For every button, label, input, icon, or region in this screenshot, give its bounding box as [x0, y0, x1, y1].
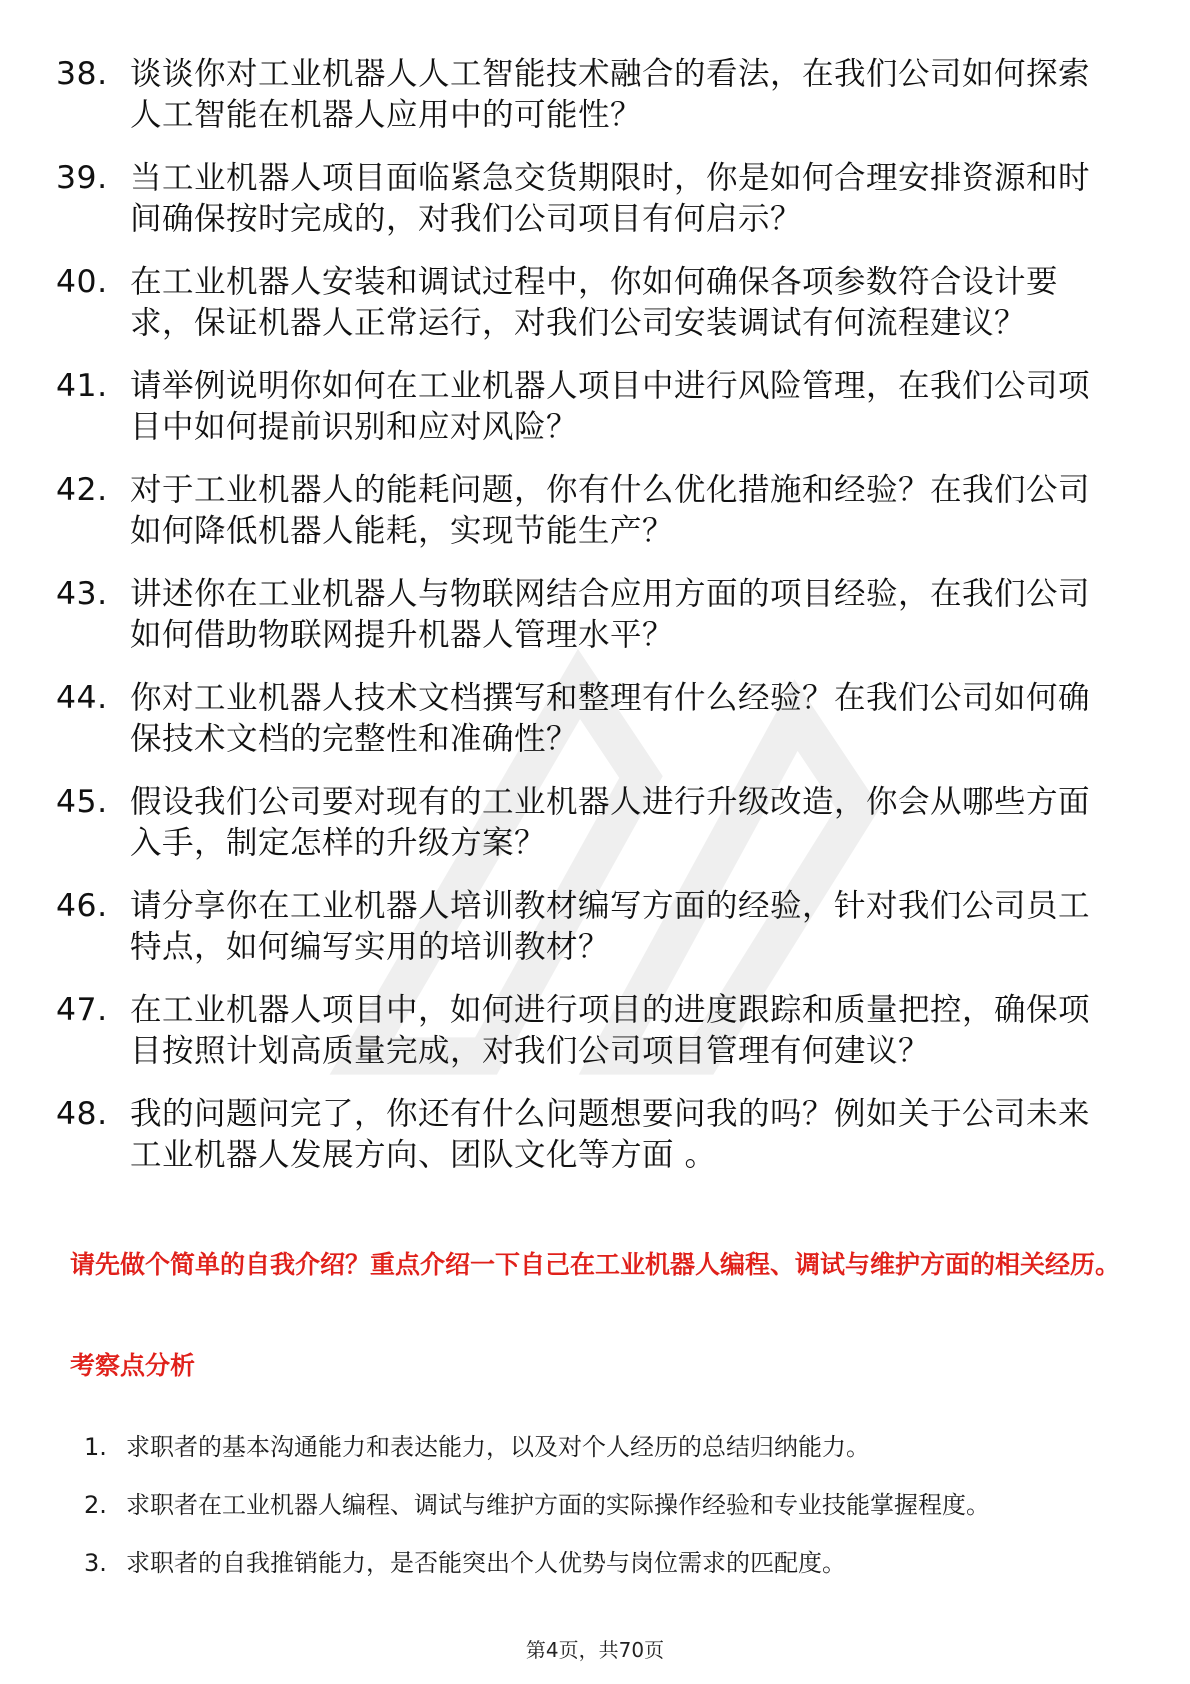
question-text: 当工业机器人项目面临紧急交货期限时，你是如何合理安排资源和时间确保按时完成的，对我们公司项目有何启示？ — [130, 160, 1091, 237]
question-text: 讲述你在工业机器人与物联网结合应用方面的项目经验，在我们公司如何借助物联网提升机器人管理水平？ — [130, 576, 1091, 653]
question-text: 你对工业机器人技术文档撰写和整理有什么经验？在我们公司如何确保技术文档的完整性和准确性？ — [130, 680, 1091, 757]
question-text: 请分享你在工业机器人培训教材编写方面的经验，针对我们公司员工特点，如何编写实用的培训教材？ — [130, 888, 1091, 965]
analysis-heading: 考察点分析 — [70, 1351, 196, 1380]
question-text: 在工业机器人安装和调试过程中，你如何确保各项参数符合设计要求，保证机器人正常运行，对我们公司安装调试有何流程建议？ — [130, 264, 1059, 341]
question-item — [56, 678, 1106, 760]
analysis-number: 2. — [84, 1491, 107, 1519]
question-list — [56, 54, 1106, 1198]
featured-question: 请先做个简单的自我介绍？重点介绍一下自己在工业机器人编程、调试与维护方面的相关经历。 — [70, 1250, 1121, 1279]
question-text: 在工业机器人项目中，如何进行项目的进度跟踪和质量把控，确保项目按照计划高质量完成，对我们公司项目管理有何建议？ — [130, 992, 1091, 1069]
question-number: 41. — [56, 368, 108, 404]
question-number: 40. — [56, 264, 108, 300]
question-item — [56, 574, 1106, 656]
question-number: 43. — [56, 576, 108, 612]
question-item — [56, 366, 1106, 448]
question-number: 46. — [56, 888, 108, 924]
analysis-item — [84, 1476, 1124, 1534]
question-text: 对于工业机器人的能耗问题，你有什么优化措施和经验？在我们公司如何降低机器人能耗，实现节能生产？ — [130, 472, 1091, 549]
question-number: 42. — [56, 472, 108, 508]
question-text: 谈谈你对工业机器人人工智能技术融合的看法，在我们公司如何探索人工智能在机器人应用中的可能性？ — [130, 56, 1091, 133]
analysis-number: 3. — [84, 1549, 107, 1577]
question-number: 38. — [56, 56, 108, 92]
question-item — [56, 158, 1106, 240]
question-item — [56, 1094, 1106, 1176]
question-text: 假设我们公司要对现有的工业机器人进行升级改造，你会从哪些方面入手，制定怎样的升级方案？ — [130, 784, 1091, 861]
question-number: 39. — [56, 160, 108, 196]
question-item — [56, 262, 1106, 344]
question-item — [56, 782, 1106, 864]
analysis-item — [84, 1534, 1124, 1592]
analysis-list — [84, 1418, 1124, 1592]
analysis-text: 求职者的自我推销能力，是否能突出个人优势与岗位需求的匹配度。 — [126, 1549, 846, 1577]
question-number: 48. — [56, 1096, 108, 1132]
question-number: 47. — [56, 992, 108, 1028]
question-text: 我的问题问完了，你还有什么问题想要问我的吗？例如关于公司未来工业机器人发展方向、团队文化等方面 。 — [130, 1096, 1091, 1173]
question-item — [56, 470, 1106, 552]
page-footer: 第4页，共70页 — [525, 1638, 665, 1662]
question-number: 44. — [56, 680, 108, 716]
question-item — [56, 54, 1106, 136]
analysis-text: 求职者的基本沟通能力和表达能力，以及对个人经历的总结归纳能力。 — [126, 1433, 870, 1461]
question-number: 45. — [56, 784, 108, 820]
analysis-number: 1. — [84, 1433, 107, 1461]
question-item — [56, 990, 1106, 1072]
question-text: 请举例说明你如何在工业机器人项目中进行风险管理，在我们公司项目中如何提前识别和应对风险？ — [130, 368, 1091, 445]
analysis-text: 求职者在工业机器人编程、调试与维护方面的实际操作经验和专业技能掌握程度。 — [126, 1491, 990, 1519]
question-item — [56, 886, 1106, 968]
analysis-item — [84, 1418, 1124, 1476]
